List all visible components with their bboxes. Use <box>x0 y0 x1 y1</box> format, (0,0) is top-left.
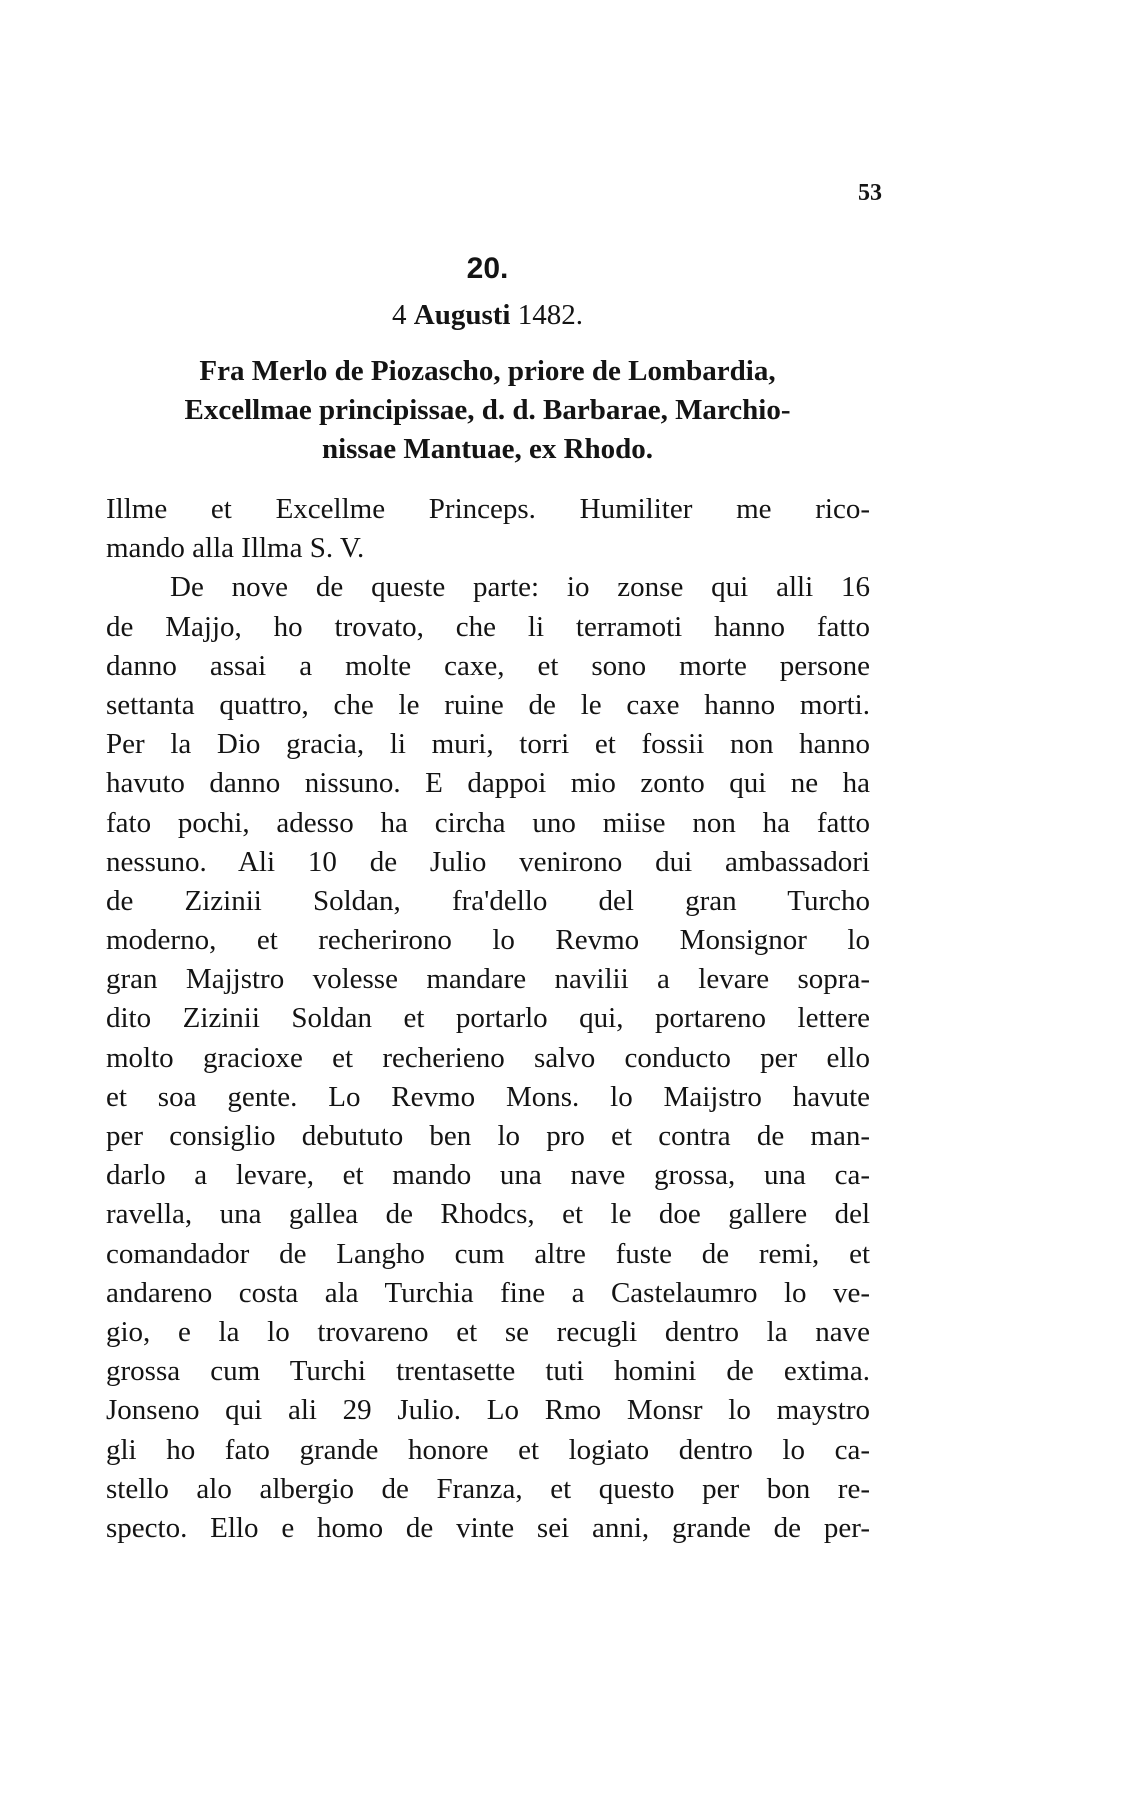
body-line: de Majjo, ho trovato, che li terramoti hanno fatto <box>106 610 870 643</box>
body-line: moderno, et recherirono lo Revmo Monsignor lo <box>106 924 870 957</box>
body-line: Per la Dio gracia, li muri, torri et fossii non hanno <box>106 728 870 761</box>
body-line: et soa gente. Lo Revmo Mons. lo Maijstro havute <box>106 1080 870 1113</box>
body-line: Jonseno qui ali 29 Julio. Lo Rmo Monsr lo maystro <box>106 1394 870 1427</box>
body-line: comandador de Langho cum altre fuste de remi, et <box>106 1237 870 1270</box>
body-line: grossa cum Turchi trentasette tuti homini de extima. <box>106 1355 870 1388</box>
page-number: 53 <box>858 180 882 206</box>
body-line: gran Majjstro volesse mandare navilii a levare sopra- <box>106 963 870 996</box>
salutation-line: mando alla Illma S. V. <box>106 532 365 565</box>
heading-line: nissae Mantuae, ex Rhodo. <box>321 433 654 465</box>
body-line: danno assai a molte caxe, et sono morte persone <box>106 649 870 682</box>
letter-body <box>106 490 870 1548</box>
body-line: havuto danno nissuno. E dappoi mio zonto qui ne ha <box>106 767 870 800</box>
body-line: De nove de queste parte: io zonse qui alli 16 <box>170 571 870 604</box>
body-line: andareno costa ala Turchia fine a Castelaumro lo ve- <box>106 1276 870 1309</box>
heading-line: Excellmae principissae, d. d. Barbarae, Marchio- <box>184 394 791 426</box>
document-number: 20. <box>466 252 509 285</box>
date-month: Augusti <box>413 299 511 331</box>
body-line: dito Zizinii Soldan et portarlo qui, portareno lettere <box>106 1002 870 1035</box>
salutation-line: Illme et Excellme Princeps. Humiliter me rico- <box>106 493 870 525</box>
body-line: de Zizinii Soldan, fra'dello del gran Turcho <box>106 884 870 917</box>
letter-heading <box>100 352 875 469</box>
body-line: fato pochi, adesso ha circha uno miise non ha fatto <box>106 806 870 839</box>
body-line: ravella, una gallea de Rhodcs, et le doe gallere del <box>106 1198 870 1231</box>
body-line: gli ho fato grande honore et logiato dentro lo ca- <box>106 1433 870 1466</box>
document-date <box>100 299 875 332</box>
date-year: 1482. <box>517 299 583 331</box>
body-line: nessuno. Ali 10 de Julio venirono dui ambassadori <box>106 845 870 878</box>
date-day: 4 <box>392 299 407 331</box>
body-line: stello alo albergio de Franza, et questo per bon re- <box>106 1472 870 1505</box>
body-line: settanta quattro, che le ruine de le caxe hanno morti. <box>106 688 870 721</box>
body-line: gio, e la lo trovareno et se recugli dentro la nave <box>106 1315 870 1348</box>
heading-line: Fra Merlo de Piozascho, priore de Lombardia, <box>199 355 776 387</box>
body-line: per consiglio debututo ben lo pro et contra de man- <box>106 1120 870 1152</box>
body-line: molto gracioxe et recherieno salvo conducto per ello <box>106 1041 870 1074</box>
body-line: darlo a levare, et mando una nave grossa, una ca- <box>106 1159 870 1192</box>
body-line: specto. Ello e homo de vinte sei anni, grande de per- <box>106 1511 870 1544</box>
